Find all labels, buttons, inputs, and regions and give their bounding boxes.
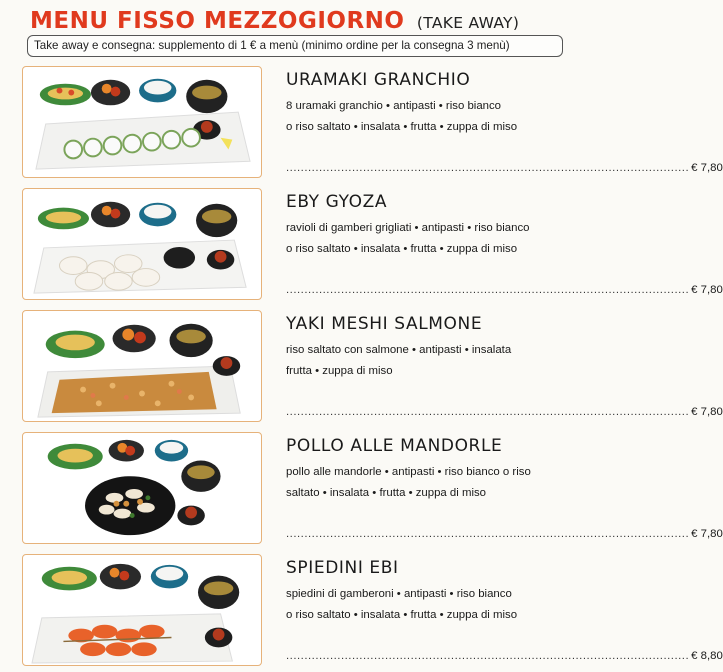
menu-item-uramaki-granchio	[22, 66, 723, 184]
menu-item-price-row	[286, 650, 723, 662]
dish-photo	[22, 66, 262, 178]
menu-item-price-row	[286, 528, 723, 540]
menu-header	[30, 8, 590, 36]
leader-dots: ..............................................................................................................	[286, 284, 690, 296]
delivery-notice: Take away e consegna: supplemento di 1 € a menù (minimo ordine per la consegna 3 menù)	[27, 35, 563, 57]
menu-item-spiedini-ebi	[22, 554, 723, 672]
leader-dots: ..............................................................................................................	[286, 406, 690, 418]
menu-item-price-row	[286, 406, 723, 418]
leader-dots: ..............................................................................................................	[286, 650, 690, 662]
dish-photo	[22, 188, 262, 300]
menu-item-price-row	[286, 162, 723, 174]
menu-item-name: YAKI MESHI SALMONE	[286, 314, 483, 334]
menu-item-description: riso saltato con salmone • antipasti • insalata frutta • zuppa di miso	[286, 344, 512, 377]
menu-item-name: EBY GYOZA	[286, 192, 388, 212]
menu-item-description: ravioli di gamberi grigliati • antipasti • riso bianco o riso saltato • insalata • frutta • zuppa di miso	[286, 222, 530, 255]
leader-dots: ..............................................................................................................	[286, 528, 690, 540]
menu-item-description: spiedini di gamberoni • antipasti • riso bianco o riso saltato • insalata • frutta • zuppa di miso	[286, 588, 518, 621]
menu-item-price-row	[286, 284, 723, 296]
menu-title: MENU FISSO MEZZOGIORNO	[30, 8, 405, 34]
menu-item-yaki-meshi-salmone	[22, 310, 723, 428]
menu-item-name: URAMAKI GRANCHIO	[286, 70, 471, 90]
menu-item-name: SPIEDINI EBI	[286, 558, 399, 578]
menu-item-eby-gyoza	[22, 188, 723, 306]
menu-item-pollo-alle-mandorle	[22, 432, 723, 550]
dish-photo	[22, 310, 262, 422]
menu-item-price: € 7,80	[691, 162, 723, 174]
menu-item-price: € 7,80	[691, 406, 723, 418]
leader-dots: ..............................................................................................................	[286, 162, 690, 174]
menu-item-price: € 7,80	[691, 284, 723, 296]
menu-subtitle: (TAKE AWAY)	[416, 14, 520, 32]
menu-item-name: POLLO ALLE MANDORLE	[286, 436, 503, 456]
menu-item-description: 8 uramaki granchio • antipasti • riso bianco o riso saltato • insalata • frutta • zuppa di miso	[286, 100, 518, 133]
menu-item-price: € 7,80	[691, 528, 723, 540]
dish-photo	[22, 432, 262, 544]
dish-photo	[22, 554, 262, 666]
menu-item-price: € 8,80	[691, 650, 723, 662]
menu-item-description: pollo alle mandorle • antipasti • riso bianco o riso saltato • insalata • frutta • zuppa di miso	[286, 466, 531, 499]
